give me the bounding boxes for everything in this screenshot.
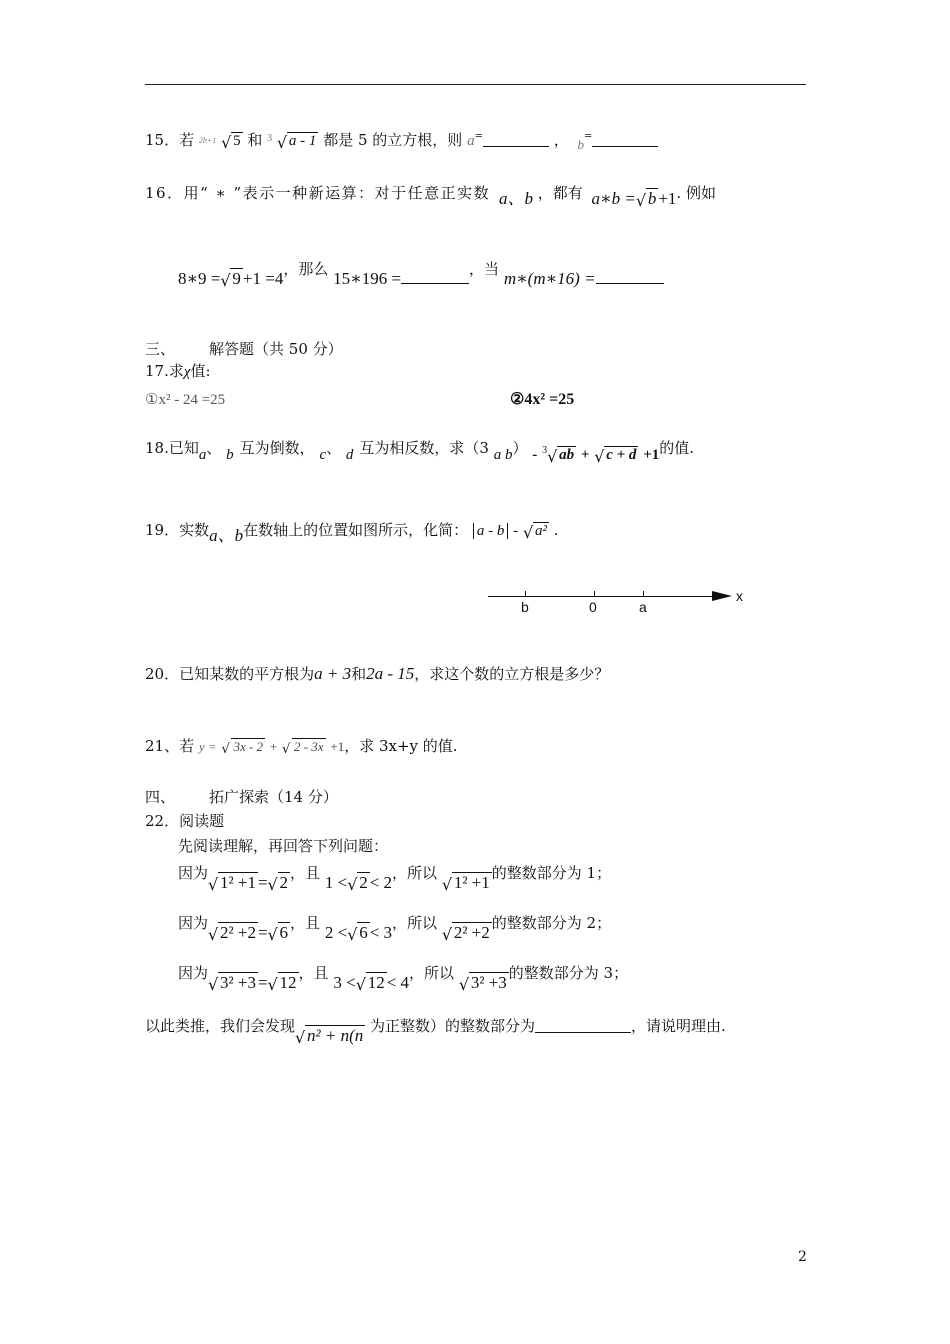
q22-row-1-suoyi: ，所以 [392,864,438,882]
q16-text: 16．用“ ∗ ”表示一种新运算：对于任意正实数 [145,184,491,202]
q18-var-c: c [319,447,327,463]
q22-row-2-root: √ 2² +2 [208,923,256,944]
q15-comma: ， [553,131,569,149]
question-22 [145,814,224,829]
q20-expr-2: 2a - 15 [366,664,415,683]
question-16-example [178,260,664,290]
number-line-label-x: x [736,588,743,604]
number-line-label-a: a [639,599,647,615]
q18-sep-2: 、 [326,439,342,457]
q20-tail: ，求这个数的立方根是多少？ [414,665,610,683]
question-20 [145,665,609,682]
q22-row-1-lower: 1 < [324,873,348,892]
question-15 [145,132,658,151]
q18-plus-1: +1 [643,447,660,463]
q16-example-root: √ 9 [220,269,241,290]
q15-number: 15．若 [145,131,195,149]
q21-head: 21、若 [145,737,195,755]
q22-row-2 [178,914,612,944]
q17-part-1 [145,392,225,408]
q17-var: χ [183,364,191,380]
header-rule [145,84,806,85]
q17-part-1-text: ①x² - 24 =25 [145,392,226,408]
q21-plus-1: +1 [330,739,345,754]
q20-expr-1: a + 3 [314,664,352,683]
q17-tail: 值: [190,362,211,380]
q16-answer1-blank[interactable] [401,269,469,284]
q22-row-2-suoyi: ，所以 [392,914,438,932]
q22-row-1-value: √ 2 [267,873,289,894]
number-line-axis [488,596,712,597]
q16-answer2-blank[interactable] [596,269,664,284]
q22-row-2-eq: = [257,923,268,942]
question-17 [145,364,211,380]
q16-example-label: . 例如 [676,184,716,202]
q22-row-3-yin: 因为 [178,964,209,982]
q22-row-1-root: √ 1² +1 [208,873,256,894]
section-3-number: 三、 [145,340,176,358]
q16-example-result: +1 =4 [242,269,284,288]
q16-definition-left: a∗b = [591,189,636,208]
q18-var-b: b [226,447,234,463]
number-line-tick-b [525,591,526,597]
q15-var-a: a [467,133,475,149]
q22-row-3-mid: √ 12 [355,973,385,994]
q21-y: y = [198,739,217,754]
q18-var-ab: a b [493,447,513,463]
q18-sep-1: 、 [206,439,222,457]
q15-cube-index: 3 [267,133,273,144]
q19-text: 在数轴上的位置如图所示，化简： [243,521,469,539]
q18-cube-root: √ ab [547,447,575,466]
q22-row-2-qie: ，且 [290,914,321,932]
number-line-label-b: b [521,599,529,615]
q18-square-root: √ c + d [594,447,637,466]
q17-head: 17.求 [145,362,184,380]
q17-part-2 [510,392,574,408]
q22-head: 22．阅读题 [145,812,225,830]
q22-row-2-tail: 的整数部分为 2； [491,914,612,932]
q21-plus: + [269,739,278,754]
q22-final-end: ，请说明理由. [631,1017,726,1035]
q21-tail: ，求 3x+y 的值. [344,737,458,755]
q18-var-a: a [198,447,207,463]
q22-row-3-qie: ，且 [298,964,329,982]
q22-row-3-tail: 的整数部分为 3； [508,964,629,982]
section-3-heading [145,342,343,357]
q22-final-root: √ n² + n(n [295,1026,364,1047]
q22-row-1-upper: < 2 [369,873,393,892]
q16-dou: ，都有 [537,184,583,202]
q20-and: 和 [351,665,367,683]
q15-root-index: 2b+1 [198,136,217,145]
q22-row-1 [178,864,612,894]
section-3-title: 解答题（共 50 分） [209,340,343,358]
question-18 [145,439,695,466]
q22-row-2-lower: 2 < [324,923,348,942]
q22-row-2-yin: 因为 [178,914,209,932]
q16-vars-ab: a、b [498,189,533,208]
q17-part-2-text: ②4x² =25 [510,391,575,408]
q18-text-1: 互为倒数， [239,439,315,457]
number-line-arrow-icon [712,591,732,601]
q22-final-text: 为正整数）的整数部分为 [370,1017,536,1035]
q21-root-1: √ 3x - 2 [221,739,264,757]
number-line-tick-0 [594,591,595,597]
q22-intro-text: 先阅读理解，再回答下列问题： [178,837,389,855]
q20-head: 20．已知某数的平方根为 [145,665,315,683]
q22-row-1-mid: √ 2 [347,873,368,894]
number-line-label-0: 0 [589,599,597,615]
q16-question1: 15∗196 = [333,269,402,288]
q15-text: 都是 5 的立方根，则 [323,131,463,149]
section-4-number: 四、 [145,788,176,806]
q18-paren: ） [512,439,528,457]
q22-answer-blank[interactable] [535,1018,631,1033]
q15-answer-a-blank[interactable] [483,132,549,147]
q18-plus: + [580,447,590,463]
q22-row-3-value: √ 12 [267,973,297,994]
q22-final-head: 以此类推，我们会发现 [145,1017,296,1035]
number-line-tick-a [643,591,644,597]
q15-root-5: √ 5 [221,133,241,152]
q15-var-b: b [577,137,585,152]
q22-row-1-root-2: √ 1² +1 [441,873,490,894]
q22-row-2-mid: √ 6 [347,923,368,944]
q22-row-2-upper: < 3 [369,923,393,942]
q15-eq-b: = [584,131,593,142]
q22-row-3 [178,964,629,994]
q22-row-3-root-2: √ 3² +3 [458,973,507,994]
q21-root-2: √ 2 - 3x [281,739,324,757]
q16-question2: m∗(m∗16) = [503,269,596,288]
q15-answer-b-blank[interactable] [592,132,658,147]
q22-row-3-lower: 3 < [333,973,356,992]
q16-example-left: 8∗9 = [178,269,221,288]
question-21 [145,737,458,757]
q22-row-1-tail: 的整数部分为 1； [491,864,612,882]
q15-and: 和 [247,131,263,149]
q16-definition-plus: +1 [658,189,677,208]
q22-row-3-upper: < 4 [386,973,410,992]
q19-dot: . [553,521,559,539]
q16-dang: ，当 [469,260,500,278]
section-4-heading [145,790,338,805]
q22-row-1-eq: = [257,873,268,892]
q15-cube-root: √ a - 1 [276,133,317,152]
q22-row-2-root-2: √ 2² +2 [441,923,490,944]
q22-row-3-eq: = [257,973,268,992]
page-number: 2 [798,1249,807,1265]
q19-absolute-value: a - b [473,523,509,539]
q22-intro [178,839,388,854]
q22-final-question [145,1017,726,1047]
q22-row-3-suoyi: ，所以 [409,964,455,982]
q18-tail: 的值. [659,439,695,457]
q18-var-d: d [345,447,354,463]
q18-text-2: 互为相反数，求（3 [359,439,489,457]
q19-root: √ a² [522,523,547,542]
q22-row-3-root: √ 3² +3 [208,973,256,994]
q19-head: 19．实数 [145,521,210,539]
q16-definition-root: √ b [635,189,657,210]
q22-row-2-value: √ 6 [267,923,289,944]
q22-row-1-yin: 因为 [178,864,209,882]
q22-row-1-qie: ，且 [290,864,321,882]
question-16 [145,184,716,210]
q19-minus: - [513,523,519,539]
q15-eq-a: = [474,131,483,142]
q19-vars: a、b [209,526,244,545]
q18-head: 18.已知 [145,439,199,457]
q16-name: ，那么 [283,260,329,278]
question-19 [145,522,559,544]
q18-cube-index: 3 [542,445,548,456]
section-4-title: 拓广探索（14 分） [209,788,338,806]
q18-minus: - [532,447,538,463]
